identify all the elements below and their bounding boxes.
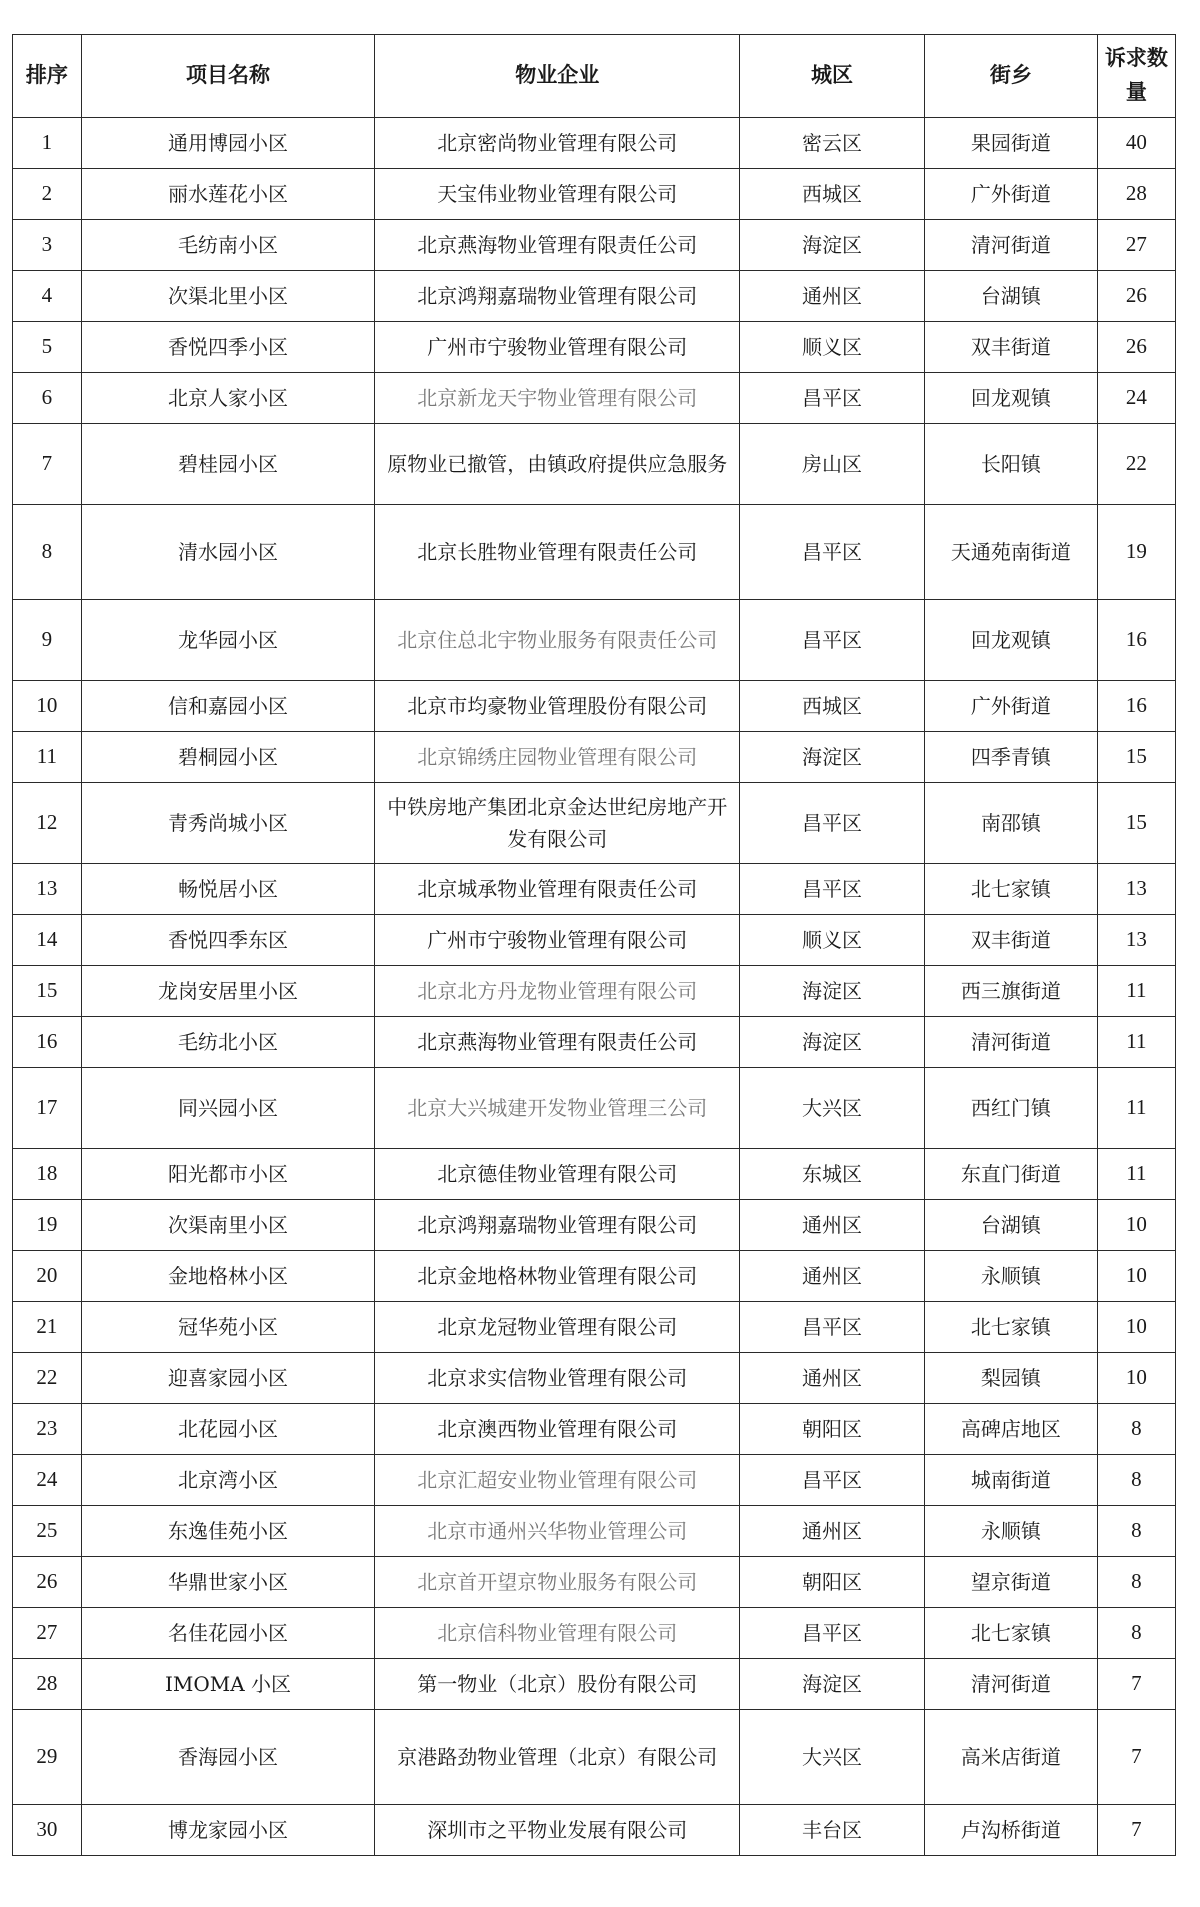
- cell-count: 11: [1097, 1017, 1175, 1068]
- cell-street: 南邵镇: [924, 783, 1097, 864]
- cell-district: 通州区: [740, 1506, 925, 1557]
- cell-rank: 24: [13, 1455, 82, 1506]
- cell-company: 北京汇超安业物业管理有限公司: [375, 1455, 740, 1506]
- cell-company: 北京求实信物业管理有限公司: [375, 1353, 740, 1404]
- cell-street: 广外街道: [924, 681, 1097, 732]
- cell-district: 昌平区: [740, 1608, 925, 1659]
- cell-company: 天宝伟业物业管理有限公司: [375, 169, 740, 220]
- cell-district: 朝阳区: [740, 1404, 925, 1455]
- cell-rank: 5: [13, 322, 82, 373]
- cell-project: 次渠南里小区: [81, 1200, 375, 1251]
- cell-count: 8: [1097, 1557, 1175, 1608]
- cell-company: 北京锦绣庄园物业管理有限公司: [375, 732, 740, 783]
- cell-project: 同兴园小区: [81, 1068, 375, 1149]
- table-row: [13, 783, 1176, 864]
- table-row: [13, 1200, 1176, 1251]
- cell-project: 北京湾小区: [81, 1455, 375, 1506]
- cell-rank: 15: [13, 966, 82, 1017]
- cell-street: 双丰街道: [924, 915, 1097, 966]
- cell-rank: 28: [13, 1659, 82, 1710]
- cell-project: 迎喜家园小区: [81, 1353, 375, 1404]
- cell-district: 大兴区: [740, 1710, 925, 1805]
- cell-project: 北京人家小区: [81, 373, 375, 424]
- cell-company: 广州市宁骏物业管理有限公司: [375, 322, 740, 373]
- table-row: [13, 424, 1176, 505]
- cell-rank: 3: [13, 220, 82, 271]
- cell-project: 畅悦居小区: [81, 864, 375, 915]
- cell-count: 28: [1097, 169, 1175, 220]
- cell-street: 东直门街道: [924, 1149, 1097, 1200]
- cell-district: 昌平区: [740, 373, 925, 424]
- cell-project: IMOMA 小区: [81, 1659, 375, 1710]
- cell-rank: 30: [13, 1805, 82, 1856]
- cell-rank: 19: [13, 1200, 82, 1251]
- complaints-table: [12, 34, 1176, 1856]
- table-row: [13, 1455, 1176, 1506]
- cell-project: 香海园小区: [81, 1710, 375, 1805]
- cell-company: 北京新龙天宇物业管理有限公司: [375, 373, 740, 424]
- cell-count: 24: [1097, 373, 1175, 424]
- cell-street: 台湖镇: [924, 1200, 1097, 1251]
- cell-district: 昌平区: [740, 783, 925, 864]
- cell-company: 北京市均豪物业管理股份有限公司: [375, 681, 740, 732]
- cell-project: 北花园小区: [81, 1404, 375, 1455]
- table-row: [13, 1805, 1176, 1856]
- cell-district: 朝阳区: [740, 1557, 925, 1608]
- cell-rank: 10: [13, 681, 82, 732]
- table-row: [13, 373, 1176, 424]
- cell-rank: 20: [13, 1251, 82, 1302]
- header-rank: 排序: [13, 35, 82, 118]
- cell-project: 次渠北里小区: [81, 271, 375, 322]
- cell-project: 名佳花园小区: [81, 1608, 375, 1659]
- cell-project: 丽水莲花小区: [81, 169, 375, 220]
- table-row: [13, 681, 1176, 732]
- cell-rank: 25: [13, 1506, 82, 1557]
- table-row: [13, 118, 1176, 169]
- cell-rank: 22: [13, 1353, 82, 1404]
- cell-district: 昌平区: [740, 1455, 925, 1506]
- cell-company: 北京燕海物业管理有限责任公司: [375, 220, 740, 271]
- cell-count: 40: [1097, 118, 1175, 169]
- cell-company: 北京城承物业管理有限责任公司: [375, 864, 740, 915]
- cell-project: 通用博园小区: [81, 118, 375, 169]
- cell-company: 中铁房地产集团北京金达世纪房地产开发有限公司: [375, 783, 740, 864]
- cell-count: 15: [1097, 783, 1175, 864]
- cell-district: 昌平区: [740, 505, 925, 600]
- table-row: [13, 1353, 1176, 1404]
- cell-company: 原物业已撤管，由镇政府提供应急服务: [375, 424, 740, 505]
- cell-company: 北京燕海物业管理有限责任公司: [375, 1017, 740, 1068]
- cell-rank: 13: [13, 864, 82, 915]
- cell-count: 16: [1097, 600, 1175, 681]
- cell-street: 北七家镇: [924, 1302, 1097, 1353]
- cell-count: 7: [1097, 1710, 1175, 1805]
- cell-district: 丰台区: [740, 1805, 925, 1856]
- header-district: 城区: [740, 35, 925, 118]
- cell-count: 8: [1097, 1506, 1175, 1557]
- cell-street: 回龙观镇: [924, 600, 1097, 681]
- cell-project: 金地格林小区: [81, 1251, 375, 1302]
- table-row: [13, 1506, 1176, 1557]
- cell-street: 永顺镇: [924, 1251, 1097, 1302]
- table-row: [13, 732, 1176, 783]
- cell-company: 北京住总北宇物业服务有限责任公司: [375, 600, 740, 681]
- cell-count: 26: [1097, 322, 1175, 373]
- cell-street: 西红门镇: [924, 1068, 1097, 1149]
- cell-street: 城南街道: [924, 1455, 1097, 1506]
- cell-project: 香悦四季小区: [81, 322, 375, 373]
- cell-company: 北京德佳物业管理有限公司: [375, 1149, 740, 1200]
- cell-district: 海淀区: [740, 732, 925, 783]
- table-row: [13, 220, 1176, 271]
- cell-district: 东城区: [740, 1149, 925, 1200]
- cell-rank: 7: [13, 424, 82, 505]
- cell-district: 海淀区: [740, 966, 925, 1017]
- cell-street: 清河街道: [924, 1017, 1097, 1068]
- cell-street: 高碑店地区: [924, 1404, 1097, 1455]
- table-row: [13, 1149, 1176, 1200]
- table-row: [13, 1017, 1176, 1068]
- cell-rank: 12: [13, 783, 82, 864]
- cell-project: 信和嘉园小区: [81, 681, 375, 732]
- table-header-row: [13, 35, 1176, 118]
- cell-count: 10: [1097, 1251, 1175, 1302]
- cell-count: 10: [1097, 1200, 1175, 1251]
- cell-count: 19: [1097, 505, 1175, 600]
- cell-district: 昌平区: [740, 600, 925, 681]
- cell-district: 通州区: [740, 1251, 925, 1302]
- cell-count: 22: [1097, 424, 1175, 505]
- cell-count: 7: [1097, 1805, 1175, 1856]
- cell-street: 回龙观镇: [924, 373, 1097, 424]
- table-row: [13, 169, 1176, 220]
- cell-street: 双丰街道: [924, 322, 1097, 373]
- cell-rank: 17: [13, 1068, 82, 1149]
- cell-street: 西三旗街道: [924, 966, 1097, 1017]
- cell-rank: 2: [13, 169, 82, 220]
- cell-count: 8: [1097, 1455, 1175, 1506]
- cell-company: 北京澳西物业管理有限公司: [375, 1404, 740, 1455]
- cell-district: 海淀区: [740, 1017, 925, 1068]
- table-row: [13, 1608, 1176, 1659]
- cell-district: 大兴区: [740, 1068, 925, 1149]
- cell-project: 青秀尚城小区: [81, 783, 375, 864]
- cell-company: 北京信科物业管理有限公司: [375, 1608, 740, 1659]
- cell-count: 10: [1097, 1353, 1175, 1404]
- cell-street: 果园街道: [924, 118, 1097, 169]
- cell-district: 房山区: [740, 424, 925, 505]
- table-row: [13, 1251, 1176, 1302]
- cell-street: 北七家镇: [924, 864, 1097, 915]
- cell-company: 北京首开望京物业服务有限公司: [375, 1557, 740, 1608]
- cell-company: 北京金地格林物业管理有限公司: [375, 1251, 740, 1302]
- cell-count: 13: [1097, 864, 1175, 915]
- cell-project: 香悦四季东区: [81, 915, 375, 966]
- cell-rank: 11: [13, 732, 82, 783]
- cell-street: 天通苑南街道: [924, 505, 1097, 600]
- cell-street: 望京街道: [924, 1557, 1097, 1608]
- cell-company: 京港路劲物业管理（北京）有限公司: [375, 1710, 740, 1805]
- table-row: [13, 1710, 1176, 1805]
- cell-project: 毛纺北小区: [81, 1017, 375, 1068]
- cell-rank: 29: [13, 1710, 82, 1805]
- cell-count: 8: [1097, 1404, 1175, 1455]
- cell-company: 北京鸿翔嘉瑞物业管理有限公司: [375, 1200, 740, 1251]
- cell-rank: 18: [13, 1149, 82, 1200]
- cell-rank: 23: [13, 1404, 82, 1455]
- cell-rank: 1: [13, 118, 82, 169]
- cell-rank: 6: [13, 373, 82, 424]
- cell-count: 13: [1097, 915, 1175, 966]
- cell-company: 北京密尚物业管理有限公司: [375, 118, 740, 169]
- cell-count: 26: [1097, 271, 1175, 322]
- cell-project: 龙华园小区: [81, 600, 375, 681]
- header-company: 物业企业: [375, 35, 740, 118]
- cell-district: 西城区: [740, 681, 925, 732]
- cell-district: 西城区: [740, 169, 925, 220]
- cell-street: 长阳镇: [924, 424, 1097, 505]
- cell-district: 顺义区: [740, 915, 925, 966]
- table-row: [13, 915, 1176, 966]
- cell-rank: 14: [13, 915, 82, 966]
- table-row: [13, 1557, 1176, 1608]
- cell-count: 11: [1097, 966, 1175, 1017]
- cell-count: 7: [1097, 1659, 1175, 1710]
- cell-company: 北京龙冠物业管理有限公司: [375, 1302, 740, 1353]
- cell-rank: 21: [13, 1302, 82, 1353]
- cell-district: 密云区: [740, 118, 925, 169]
- table-row: [13, 271, 1176, 322]
- cell-company: 广州市宁骏物业管理有限公司: [375, 915, 740, 966]
- cell-project: 东逸佳苑小区: [81, 1506, 375, 1557]
- cell-street: 梨园镇: [924, 1353, 1097, 1404]
- table-row: [13, 322, 1176, 373]
- cell-district: 通州区: [740, 271, 925, 322]
- cell-street: 卢沟桥街道: [924, 1805, 1097, 1856]
- cell-company: 北京长胜物业管理有限责任公司: [375, 505, 740, 600]
- cell-rank: 4: [13, 271, 82, 322]
- cell-district: 昌平区: [740, 864, 925, 915]
- cell-street: 台湖镇: [924, 271, 1097, 322]
- table-row: [13, 1068, 1176, 1149]
- cell-project: 博龙家园小区: [81, 1805, 375, 1856]
- cell-project: 冠华苑小区: [81, 1302, 375, 1353]
- cell-district: 顺义区: [740, 322, 925, 373]
- cell-project: 毛纺南小区: [81, 220, 375, 271]
- cell-company: 深圳市之平物业发展有限公司: [375, 1805, 740, 1856]
- cell-company: 第一物业（北京）股份有限公司: [375, 1659, 740, 1710]
- cell-project: 碧桂园小区: [81, 424, 375, 505]
- cell-street: 清河街道: [924, 220, 1097, 271]
- header-project: 项目名称: [81, 35, 375, 118]
- cell-project: 龙岗安居里小区: [81, 966, 375, 1017]
- table-row: [13, 600, 1176, 681]
- header-street: 街乡: [924, 35, 1097, 118]
- cell-street: 北七家镇: [924, 1608, 1097, 1659]
- cell-count: 16: [1097, 681, 1175, 732]
- cell-district: 海淀区: [740, 1659, 925, 1710]
- cell-count: 10: [1097, 1302, 1175, 1353]
- table-row: [13, 1659, 1176, 1710]
- cell-district: 通州区: [740, 1353, 925, 1404]
- table-row: [13, 1404, 1176, 1455]
- cell-district: 昌平区: [740, 1302, 925, 1353]
- cell-district: 通州区: [740, 1200, 925, 1251]
- cell-project: 华鼎世家小区: [81, 1557, 375, 1608]
- cell-rank: 26: [13, 1557, 82, 1608]
- cell-project: 清水园小区: [81, 505, 375, 600]
- cell-company: 北京大兴城建开发物业管理三公司: [375, 1068, 740, 1149]
- cell-street: 四季青镇: [924, 732, 1097, 783]
- cell-count: 27: [1097, 220, 1175, 271]
- cell-street: 清河街道: [924, 1659, 1097, 1710]
- cell-rank: 9: [13, 600, 82, 681]
- cell-rank: 27: [13, 1608, 82, 1659]
- cell-count: 11: [1097, 1068, 1175, 1149]
- document-page: [12, 34, 1176, 1856]
- cell-project: 阳光都市小区: [81, 1149, 375, 1200]
- cell-street: 广外街道: [924, 169, 1097, 220]
- cell-district: 海淀区: [740, 220, 925, 271]
- cell-rank: 16: [13, 1017, 82, 1068]
- cell-street: 永顺镇: [924, 1506, 1097, 1557]
- table-row: [13, 505, 1176, 600]
- cell-rank: 8: [13, 505, 82, 600]
- cell-count: 11: [1097, 1149, 1175, 1200]
- table-row: [13, 864, 1176, 915]
- cell-street: 高米店街道: [924, 1710, 1097, 1805]
- header-count: 诉求数量: [1097, 35, 1175, 118]
- cell-project: 碧桐园小区: [81, 732, 375, 783]
- table-row: [13, 966, 1176, 1017]
- cell-company: 北京北方丹龙物业管理有限公司: [375, 966, 740, 1017]
- cell-count: 8: [1097, 1608, 1175, 1659]
- table-row: [13, 1302, 1176, 1353]
- cell-company: 北京市通州兴华物业管理公司: [375, 1506, 740, 1557]
- cell-count: 15: [1097, 732, 1175, 783]
- cell-company: 北京鸿翔嘉瑞物业管理有限公司: [375, 271, 740, 322]
